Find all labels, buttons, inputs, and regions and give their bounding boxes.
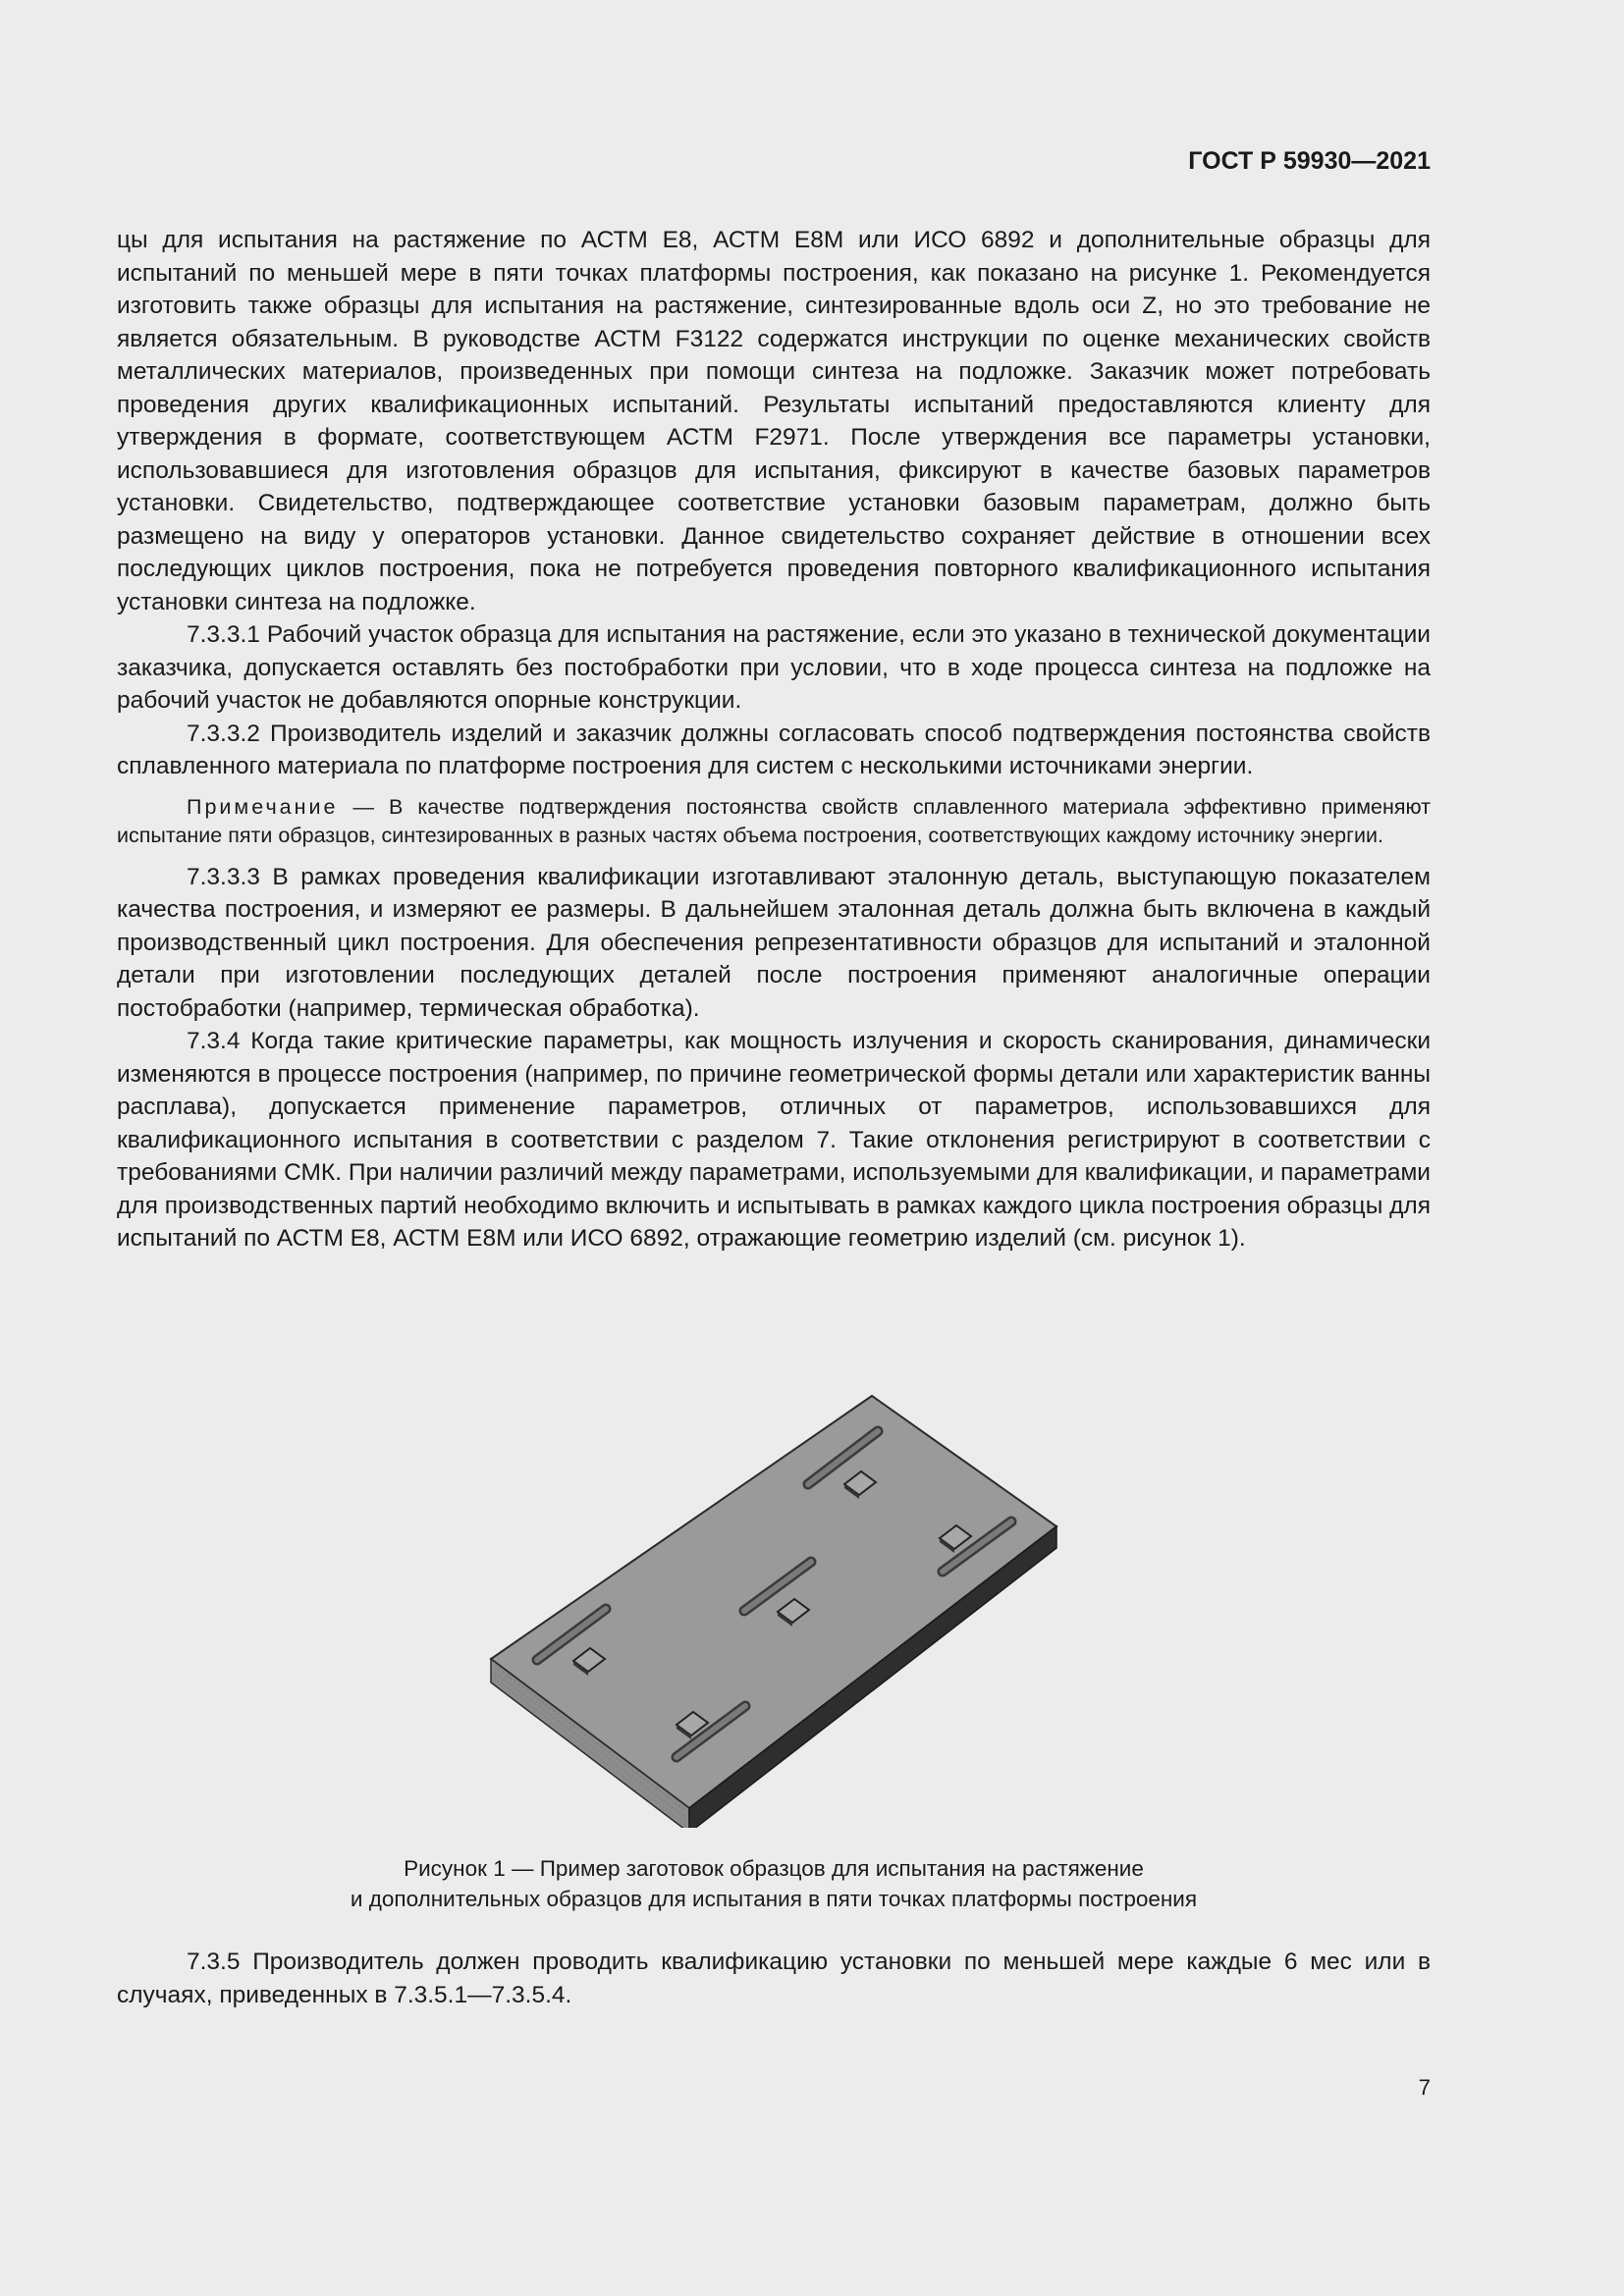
paragraph-continuation: цы для испытания на растяжение по АСТМ Е8, АСТМ Е8М или ИСО 6892 и дополнительные образцы для испытаний по меньшей мере в пяти точках платформы построения, как показано на рисунке 1. Рекомендуется изготовить также образцы для испытания на растяжение, синтезированные вдоль оси Z, но это требование не является обязательным. В руководстве АСТМ F3122 содержатся инструкции по оценке механических свойств металлических материалов, произведенных при помощи синтеза на подложке. Заказчик может потребовать проведения других квалификационных испытаний. Результаты испытаний предоставляются клиенту для утверждения в формате, соответствующем АСТМ F2971. После утверждения все параметры установки, использовавшиеся для изготовления образцов для испытания, фиксируют в качестве базовых параметров установки. Свидетельство, подтверждающее соответствие установки базовым параметрам, должно быть размещено на виду у операторов установки. Данное свидетельство сохраняет действие в отношении всех последующих циклов построения, пока не потребуется проведения повторного квалификационного испытания установки синтеза на подложке.	[117, 227, 1431, 615]
figure-build-platform	[117, 1386, 1431, 1828]
document-id: ГОСТ Р 59930—2021	[1188, 147, 1431, 175]
page-number: 7	[1418, 2075, 1431, 2100]
paragraph-7-3-4: 7.3.4 Когда такие критические параметры, как мощность излучения и скорость сканирования, динамически изменяются в процессе построения (например, по причине геометрической формы детали или характеристик ванны расплава), допускается применение параметров, отличных от параметров, использовавшихся для квалификационного испытания в соответствии с разделом 7. Такие отклонения регистрируют в соответствии с требованиями СМК. При наличии различий между параметрами, используемыми для квалификации, и параметрами для производственных партий необходимо включить и испытывать в рамках каждого цикла построения образцы для испытаний по АСТМ Е8, АСТМ Е8М или ИСО 6892, отражающие геометрию изделий (см. рисунок 1).	[117, 1028, 1431, 1252]
main-text	[117, 224, 1431, 1255]
note-label: Примечание	[187, 794, 339, 819]
paragraph-7-3-5: 7.3.5 Производитель должен проводить квалификацию установки по меньшей мере каждые 6 мес или в случаях, приведенных в 7.3.5.1—7.3.5.4.	[117, 1949, 1431, 2008]
note-text: — В качестве подтверждения постоянства свойств сплавленного материала эффективно применяют испытание пяти образцов, синтезированных в разных частях объема построения, соответствующих каждому источнику энергии.	[117, 794, 1431, 847]
document-header	[117, 147, 1431, 176]
paragraph-7-3-3-3: 7.3.3.3 В рамках проведения квалификации изготавливают эталонную деталь, выступающую показателем качества построения, и измеряют ее размеры. В дальнейшем эталонная деталь должна быть включена в каждый производственный цикл построения. Для обеспечения репрезентативности образцов для испытаний и эталонной детали при изготовлении последующих деталей после построения применяют аналогичные операции постобработки (например, термическая обработка).	[117, 863, 1431, 1022]
figure-caption	[117, 1853, 1431, 1914]
build-platform-illustration	[117, 1386, 1431, 1828]
paragraph-7-3-3-1: 7.3.3.1 Рабочий участок образца для испытания на растяжение, если это указано в технической документации заказчика, допускается оставлять без постобработки при условии, что в ходе процесса синтеза на подложке на рабочий участок не добавляются опорные конструкции.	[117, 621, 1431, 714]
after-figure-text	[117, 1946, 1431, 2011]
caption-line-1: Рисунок 1 — Пример заготовок образцов для испытания на растяжение	[404, 1856, 1144, 1881]
note	[117, 793, 1431, 851]
paragraph-7-3-3-2: 7.3.3.2 Производитель изделий и заказчик должны согласовать способ подтверждения постоянства свойств сплавленного материала по платформе построения для систем с несколькими источниками энергии.	[117, 720, 1431, 779]
caption-line-2: и дополнительных образцов для испытания в пяти точках платформы построения	[350, 1887, 1198, 1911]
